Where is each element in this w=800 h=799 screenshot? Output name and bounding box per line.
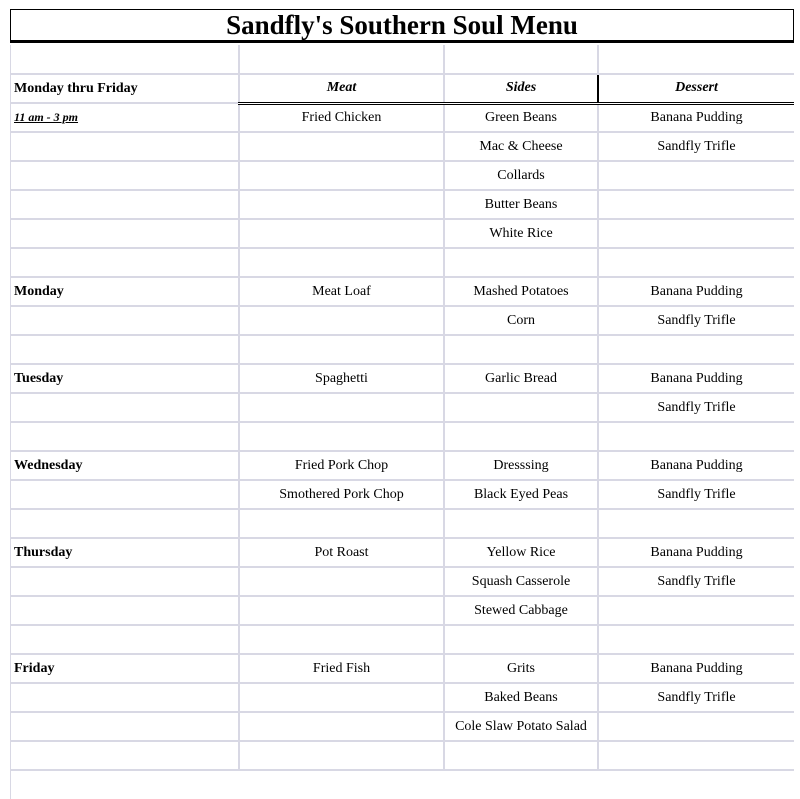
menu-row: [10, 103, 794, 132]
empty-cell: [239, 132, 444, 161]
side-item: Corn: [444, 306, 598, 335]
empty-cell: [598, 335, 794, 364]
empty-cell: [10, 625, 239, 654]
day-label: Thursday: [10, 538, 239, 567]
side-item: Grits: [444, 654, 598, 683]
empty-cell: [444, 422, 598, 451]
side-item: Garlic Bread: [444, 364, 598, 393]
empty-cell: [444, 335, 598, 364]
menu-row: [10, 509, 794, 538]
side-item: Dresssing: [444, 451, 598, 480]
meat-item: Fried Pork Chop: [239, 451, 444, 480]
side-item: Green Beans: [444, 103, 598, 132]
empty-cell: [10, 190, 239, 219]
menu-row: [10, 277, 794, 306]
empty-cell: [598, 741, 794, 770]
dessert-item: Banana Pudding: [598, 277, 794, 306]
empty-cell: [10, 741, 239, 770]
empty-cell: [239, 393, 444, 422]
meat-item: Meat Loaf: [239, 277, 444, 306]
empty-cell: [10, 132, 239, 161]
menu-row: [10, 741, 794, 770]
side-item: Mashed Potatoes: [444, 277, 598, 306]
empty-cell: [239, 683, 444, 712]
dessert-item: Banana Pudding: [598, 654, 794, 683]
empty-cell: [10, 596, 239, 625]
empty-cell: [444, 625, 598, 654]
empty-cell: [598, 248, 794, 277]
dessert-item: Sandfly Trifle: [598, 480, 794, 509]
dessert-item: Sandfly Trifle: [598, 132, 794, 161]
day-label: Monday: [10, 277, 239, 306]
dessert-item: Banana Pudding: [598, 364, 794, 393]
meat-header: Meat: [239, 74, 444, 103]
meat-item: Spaghetti: [239, 364, 444, 393]
menu-row: [10, 480, 794, 509]
sides-header: Sides: [444, 74, 598, 103]
empty-cell: [10, 248, 239, 277]
day-label: Tuesday: [10, 364, 239, 393]
meat-item: Smothered Pork Chop: [239, 480, 444, 509]
empty-cell: [239, 509, 444, 538]
menu-row: [10, 451, 794, 480]
empty-cell: [239, 741, 444, 770]
empty-cell: [239, 248, 444, 277]
dessert-item: Sandfly Trifle: [598, 306, 794, 335]
empty-cell: [239, 596, 444, 625]
empty-cell: [239, 306, 444, 335]
menu-row: [10, 248, 794, 277]
empty-cell: [598, 596, 794, 625]
dessert-item: Banana Pudding: [598, 451, 794, 480]
empty-cell: [10, 480, 239, 509]
menu-row: [10, 190, 794, 219]
empty-cell: [444, 393, 598, 422]
empty-cell: [239, 190, 444, 219]
dessert-item: Banana Pudding: [598, 538, 794, 567]
empty-cell: [10, 422, 239, 451]
empty-cell: [10, 509, 239, 538]
empty-cell: [239, 567, 444, 596]
side-item: White Rice: [444, 219, 598, 248]
hours-label: 11 am - 3 pm: [14, 109, 79, 124]
day-label: Friday: [10, 654, 239, 683]
dessert-item: Sandfly Trifle: [598, 683, 794, 712]
menu-row: [10, 335, 794, 364]
menu-row: [10, 538, 794, 567]
side-item: Black Eyed Peas: [444, 480, 598, 509]
side-item: Mac & Cheese: [444, 132, 598, 161]
empty-cell: [239, 422, 444, 451]
empty-cell: [10, 219, 239, 248]
empty-cell: [444, 741, 598, 770]
meat-item: Fried Chicken: [239, 103, 444, 132]
header-row: [10, 74, 794, 103]
empty-cell: [239, 712, 444, 741]
spacer-row: [10, 45, 794, 74]
empty-cell: [10, 567, 239, 596]
empty-cell: [10, 306, 239, 335]
menu-row: [10, 596, 794, 625]
empty-cell: [598, 509, 794, 538]
dessert-item: Sandfly Trifle: [598, 393, 794, 422]
meat-item: Pot Roast: [239, 538, 444, 567]
empty-cell: [10, 335, 239, 364]
empty-cell: [239, 625, 444, 654]
empty-cell: [598, 190, 794, 219]
empty-cell: [239, 219, 444, 248]
menu-row: [10, 422, 794, 451]
empty-cell: [598, 422, 794, 451]
empty-cell: [10, 712, 239, 741]
empty-cell: [10, 393, 239, 422]
menu-row: [10, 219, 794, 248]
empty-cell: [10, 161, 239, 190]
menu-row: [10, 654, 794, 683]
menu-row: [10, 364, 794, 393]
empty-cell: [239, 161, 444, 190]
day-label: Wednesday: [10, 451, 239, 480]
side-item: Squash Casserole: [444, 567, 598, 596]
side-item: Butter Beans: [444, 190, 598, 219]
side-item: Cole Slaw Potato Salad: [444, 712, 598, 741]
empty-cell: [444, 248, 598, 277]
menu-row: [10, 625, 794, 654]
side-item: Collards: [444, 161, 598, 190]
menu-row: [10, 683, 794, 712]
dessert-item: Sandfly Trifle: [598, 567, 794, 596]
menu-row: [10, 712, 794, 741]
dessert-header: Dessert: [598, 74, 794, 103]
menu-row: [10, 132, 794, 161]
menu-row: [10, 161, 794, 190]
empty-cell: [239, 335, 444, 364]
side-item: Baked Beans: [444, 683, 598, 712]
meat-item: Fried Fish: [239, 654, 444, 683]
side-item: Stewed Cabbage: [444, 596, 598, 625]
menu-row: [10, 393, 794, 422]
empty-cell: [598, 219, 794, 248]
menu-table: [10, 45, 794, 771]
empty-cell: [598, 712, 794, 741]
empty-cell: [10, 683, 239, 712]
empty-cell: [598, 625, 794, 654]
empty-cell: [444, 509, 598, 538]
menu-row: [10, 306, 794, 335]
menu-row: [10, 567, 794, 596]
dessert-item: Banana Pudding: [598, 103, 794, 132]
side-item: Yellow Rice: [444, 538, 598, 567]
menu-title: Sandfly's Southern Soul Menu: [10, 9, 794, 43]
period-label: Monday thru Friday: [10, 74, 239, 103]
empty-cell: [598, 161, 794, 190]
